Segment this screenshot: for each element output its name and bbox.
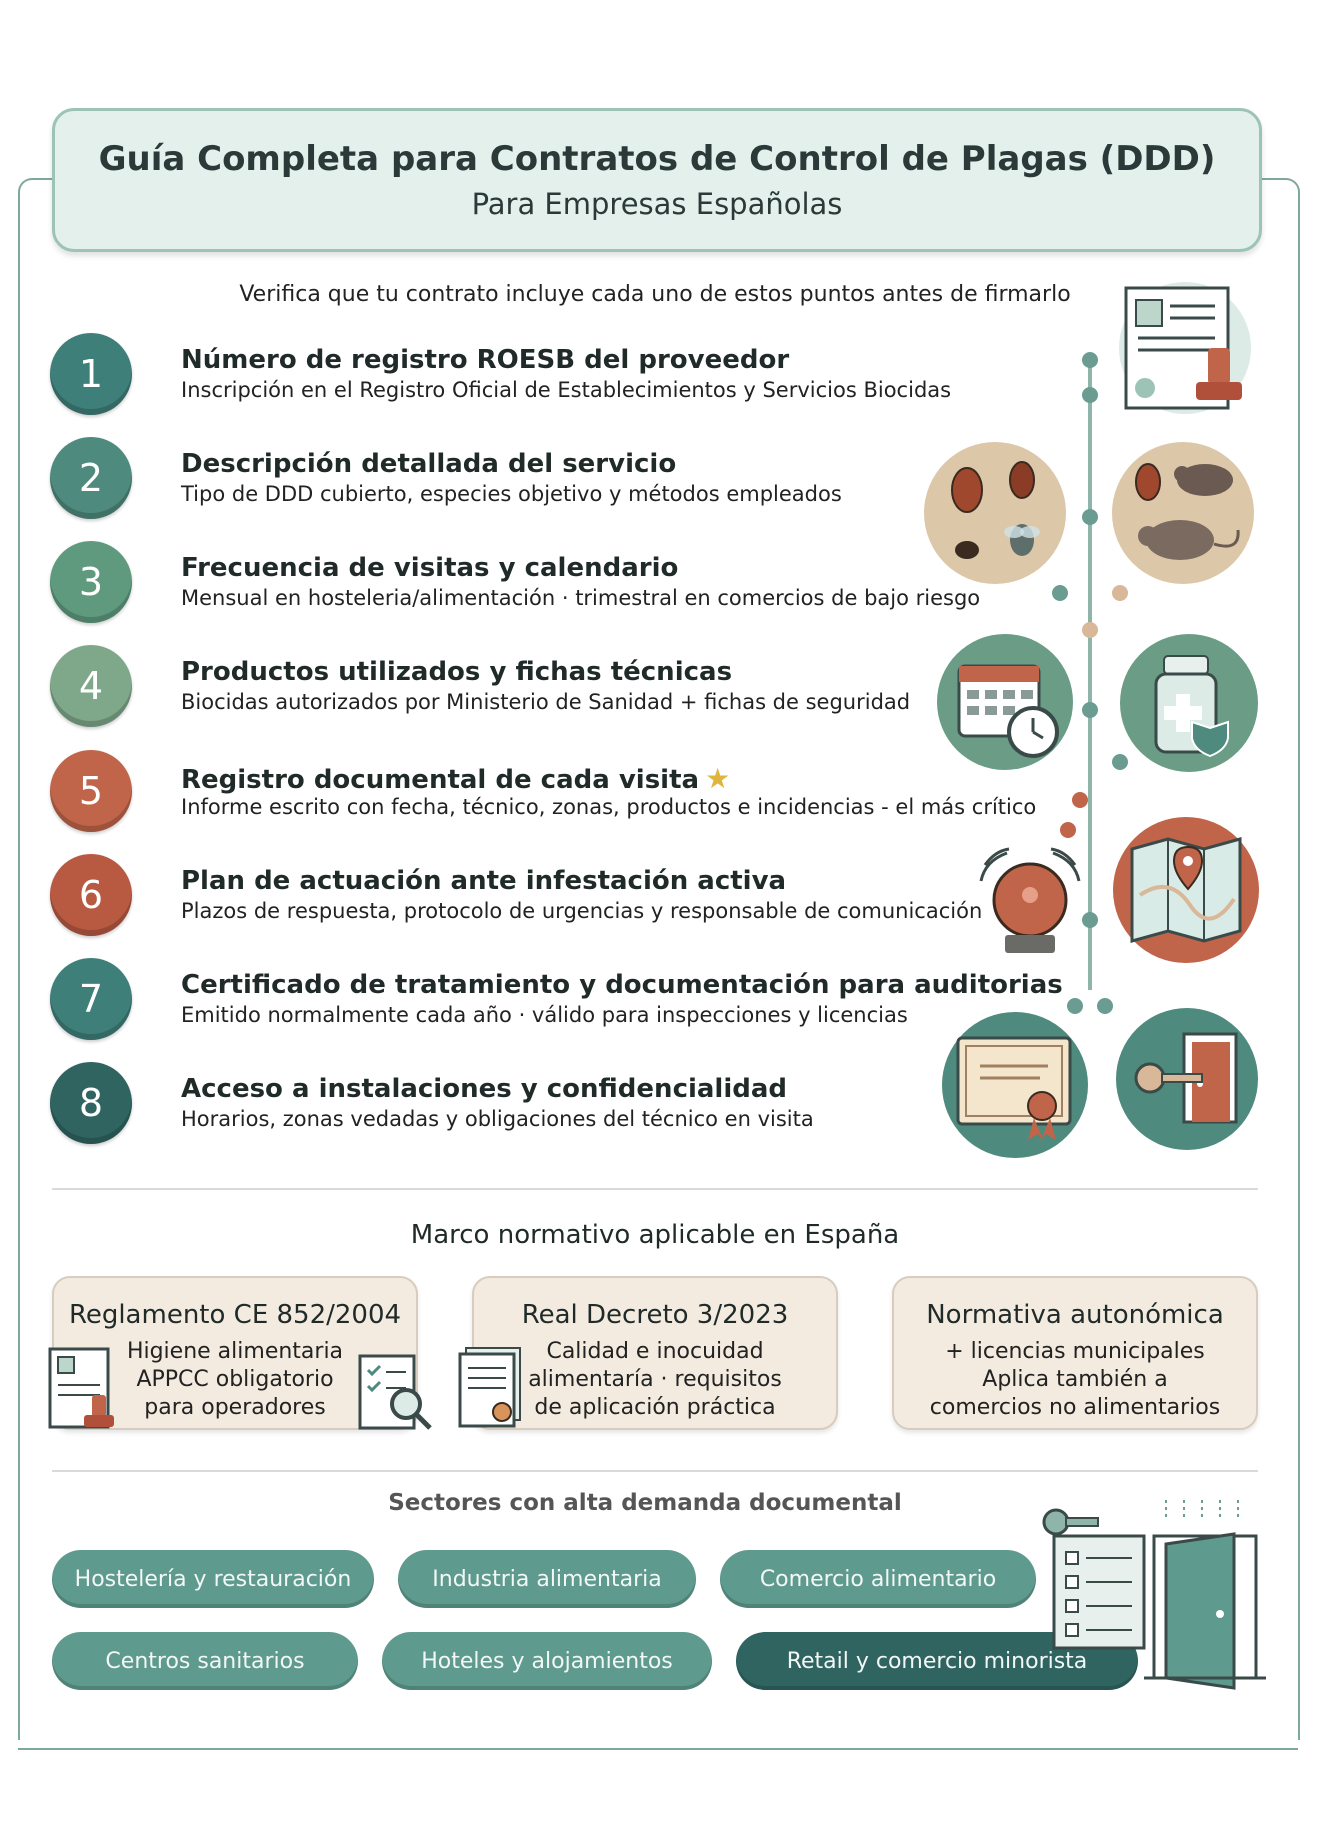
intro-text: Verifica que tu contrato incluye cada uno de estos puntos antes de firmarlo: [239, 282, 1071, 307]
norm-card-autonomica: [892, 1276, 1258, 1430]
normativa-title: Marco normativo aplicable en España: [410, 1220, 900, 1250]
checklist-magnifier-icon: [356, 1352, 436, 1434]
norm-card-body: [894, 1338, 1256, 1422]
key-checklist-door-icon: [1034, 1496, 1270, 1692]
key-door-icon: [1114, 1006, 1260, 1152]
item-title: Productos utilizados y fichas técnicas: [181, 657, 733, 687]
norm-card-line: + licencias municipales: [945, 1339, 1205, 1364]
item-description: Informe escrito con fecha, técnico, zonas, productos e incidencias - el más crítico: [181, 795, 1037, 819]
rodents-icon: [1110, 440, 1256, 586]
star-icon: ★: [705, 762, 731, 795]
norm-card-title: Reglamento CE 852/2004: [68, 1300, 402, 1330]
item-description: Inscripción en el Registro Oficial de Establecimientos y Servicios Biocidas: [181, 378, 952, 402]
calendar-clock-icon: [935, 632, 1075, 772]
item-title: Número de registro ROESB del proveedor: [181, 345, 790, 375]
item-title: Frecuencia de visitas y calendario: [181, 553, 679, 583]
item-description: Mensual en hosteleria/alimentación · trimestral en comercios de bajo riesgo: [181, 586, 981, 610]
map-location-icon: [1110, 815, 1262, 965]
section-divider: [52, 1470, 1258, 1472]
step-number-badge: 3: [50, 541, 132, 623]
step-number-badge: 4: [50, 645, 132, 727]
sectores-title: Sectores con alta demanda documental: [388, 1490, 902, 1516]
item-title: Acceso a instalaciones y confidencialidad: [181, 1074, 788, 1104]
sector-pill-industria: Industria alimentaria: [398, 1550, 696, 1608]
page-subtitle: Para Empresas Españolas: [471, 187, 843, 221]
norm-card-line: Calidad e inocuidad: [546, 1339, 764, 1364]
header-banner: [52, 108, 1262, 252]
sector-pill-comercio: Comercio alimentario: [720, 1550, 1036, 1608]
norm-card-line: APPCC obligatorio: [136, 1367, 334, 1392]
step-number-badge: 7: [50, 958, 132, 1040]
document-seal-icon: [456, 1346, 528, 1434]
item-description: Biocidas autorizados por Ministerio de Sanidad + fichas de seguridad: [181, 690, 911, 714]
norm-card-title: Real Decreto 3/2023: [521, 1300, 789, 1330]
item-description: Emitido normalmente cada año · válido para inspecciones y licencias: [181, 1003, 908, 1027]
section-divider: [52, 1188, 1258, 1190]
norm-card-line: comercios no alimentarios: [929, 1395, 1221, 1420]
item-title: Descripción detallada del servicio: [181, 449, 677, 479]
norm-card-title: Normativa autonómica: [926, 1300, 1224, 1330]
bottom-rule: [18, 1748, 1298, 1750]
certificate-icon: [940, 1010, 1090, 1160]
norm-card-line: para operadores: [144, 1395, 326, 1420]
page-title: Guía Completa para Contratos de Control de Plagas (DDD): [98, 139, 1216, 179]
norm-card-line: Higiene alimentaria: [126, 1339, 344, 1364]
insects-icon: [922, 440, 1068, 586]
step-number-badge: 2: [50, 437, 132, 519]
step-number-badge: 1: [50, 333, 132, 415]
norm-card-line: de aplicación práctica: [534, 1395, 776, 1420]
step-number-badge: 5: [50, 750, 132, 832]
step-number-badge: 6: [50, 854, 132, 936]
item-title-with-star: [181, 762, 730, 795]
sector-pill-sanitarios: Centros sanitarios: [52, 1632, 358, 1690]
item-title: Registro documental de cada visita: [181, 765, 700, 795]
norm-card-body: [474, 1338, 836, 1422]
sector-pill-hosteleria: Hostelería y restauración: [52, 1550, 374, 1608]
contract-stamp-icon: [1110, 278, 1260, 418]
item-title: Certificado de tratamiento y documentación para auditorias: [181, 970, 1063, 1000]
norm-card-line: Aplica también a: [982, 1367, 1168, 1392]
sector-pill-retail: Retail y comercio minorista: [736, 1632, 1138, 1690]
document-stamp-icon: [46, 1345, 126, 1435]
norm-card-line: alimentaría · requisitos: [528, 1367, 782, 1392]
item-description: Tipo de DDD cubierto, especies objetivo y métodos empleados: [181, 482, 842, 506]
biocide-bottle-icon: [1118, 632, 1260, 774]
alarm-bell-icon: [975, 845, 1085, 960]
item-description: Plazos de respuesta, protocolo de urgencias y responsable de comunicación: [181, 899, 983, 923]
item-description: Horarios, zonas vedadas y obligaciones del técnico en visita: [181, 1107, 814, 1131]
sector-pill-hoteles: Hoteles y alojamientos: [382, 1632, 712, 1690]
step-number-badge: 8: [50, 1062, 132, 1144]
item-title: Plan de actuación ante infestación activa: [181, 866, 787, 896]
